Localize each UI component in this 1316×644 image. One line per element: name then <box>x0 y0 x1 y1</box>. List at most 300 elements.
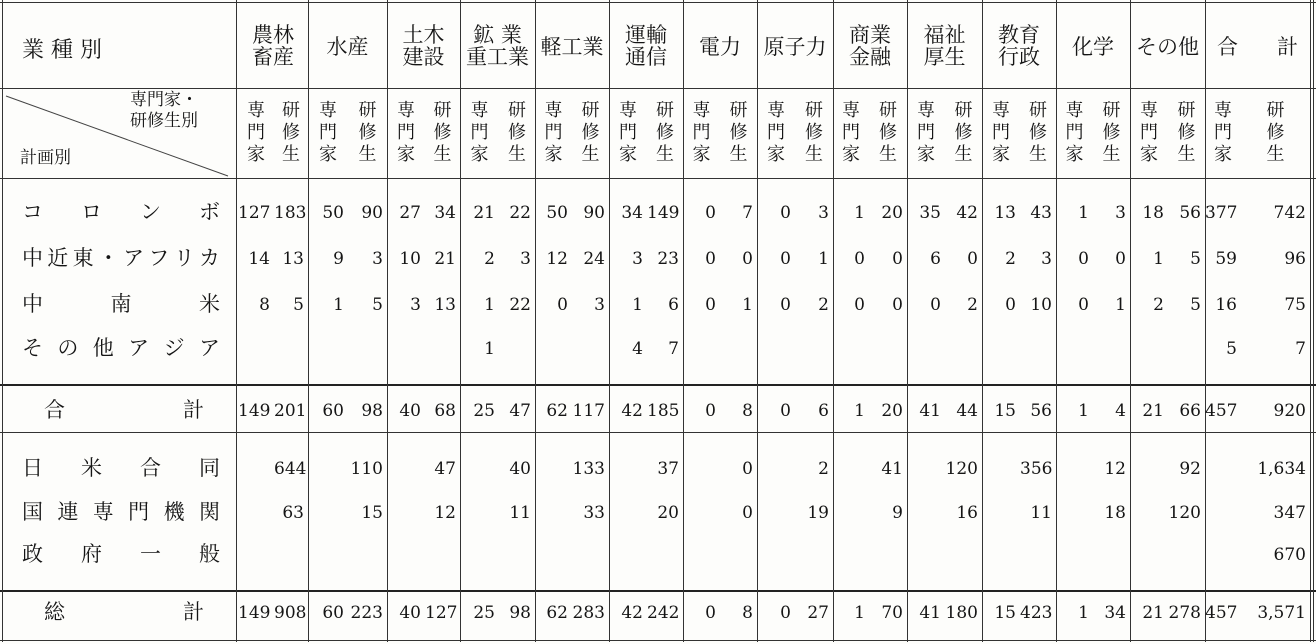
row-label-char: 合 <box>140 456 161 480</box>
table-cell: 47 <box>434 459 456 479</box>
right-edge-border <box>1313 0 1314 642</box>
row-label-char: 計 <box>183 600 204 624</box>
table-cell: 0 <box>967 249 978 269</box>
row-label-char: 南 <box>110 292 132 316</box>
table-cell: 7 <box>668 339 679 359</box>
table-cell: 34 <box>434 203 456 223</box>
left-edge-border <box>2 0 3 642</box>
table-cell: 127 <box>238 203 271 223</box>
table-cell: 27 <box>807 603 829 623</box>
row-label-char: ア <box>123 246 145 270</box>
category-header <box>1056 36 1130 58</box>
row-label <box>22 202 220 223</box>
row-label-char: カ <box>198 246 220 270</box>
table-cell: 96 <box>1284 249 1306 269</box>
row-border-line <box>0 590 1316 592</box>
table-cell: 0 <box>854 295 865 315</box>
category-header-line: 重工業 <box>466 45 529 69</box>
table-cell: 63 <box>282 503 304 523</box>
table-cell: 3 <box>1115 203 1126 223</box>
table-cell: 25 <box>473 401 495 421</box>
row-label <box>22 248 220 269</box>
category-header-line: 電力 <box>699 35 741 59</box>
table-cell: 7 <box>742 203 753 223</box>
subheader-expert: 専門家 <box>619 100 637 165</box>
table-cell: 6 <box>930 249 941 269</box>
row-label-char: 米 <box>81 456 102 480</box>
table-cell: 3 <box>372 249 383 269</box>
table-cell: 120 <box>1168 503 1201 523</box>
row-label-char: 門 <box>128 500 150 524</box>
table-cell: 0 <box>1078 295 1089 315</box>
subheader-trainee: 研修生 <box>805 100 823 165</box>
table-cell: 0 <box>780 249 791 269</box>
category-column-border <box>387 0 388 642</box>
category-header <box>1205 36 1310 58</box>
table-cell: 0 <box>705 295 716 315</box>
table-cell: 1 <box>854 203 865 223</box>
table-cell: 70 <box>881 603 903 623</box>
table-cell: 0 <box>705 249 716 269</box>
table-cell: 50 <box>322 203 344 223</box>
table-cell: 35 <box>919 203 941 223</box>
category-header <box>683 36 757 58</box>
table-cell: 423 <box>1020 603 1053 623</box>
table-cell: 6 <box>818 401 829 421</box>
subheader-expert: 専門家 <box>319 100 337 165</box>
table-cell: 42 <box>621 401 643 421</box>
row-border-line <box>0 88 1316 89</box>
row-label-char: 関 <box>198 500 220 524</box>
row-label <box>44 602 204 623</box>
row-label-char: 政 <box>22 542 43 566</box>
table-cell: 41 <box>919 603 941 623</box>
table-cell: 149 <box>238 401 271 421</box>
table-cell: 11 <box>1030 503 1052 523</box>
row-label-char: ボ <box>199 200 220 224</box>
category-column-border <box>1205 0 1206 642</box>
table-cell: 15 <box>994 401 1016 421</box>
table-cell: 180 <box>945 603 978 623</box>
table-cell: 21 <box>1142 603 1164 623</box>
category-header-line: 行政 <box>998 45 1040 69</box>
row-label-char: ・ <box>97 246 119 270</box>
subheader-trainee: 研修生 <box>581 100 600 165</box>
row-label <box>44 400 204 421</box>
category-header-line: 水産 <box>326 35 369 59</box>
table-cell: 21 <box>1142 401 1164 421</box>
row-label-char: 般 <box>199 542 220 566</box>
row-label-char: 専 <box>92 500 114 524</box>
subheader-expert: 専門家 <box>767 100 785 165</box>
row-label-char: 連 <box>57 500 79 524</box>
subheader-trainee: 研修生 <box>1102 100 1121 165</box>
header-corner-mid-1: 専門家・ <box>130 90 198 110</box>
subheader-trainee: 研修生 <box>954 100 973 165</box>
table-cell: 15 <box>994 603 1016 623</box>
subheader-trainee: 研修生 <box>282 100 300 165</box>
table-cell: 21 <box>473 203 495 223</box>
row-label-char: ロ <box>81 200 102 224</box>
row-label-char: ア <box>198 336 220 360</box>
category-header-line: 化学 <box>1072 35 1114 59</box>
table-cell: 2 <box>1005 249 1016 269</box>
table-cell: 2 <box>484 249 495 269</box>
table-cell: 3 <box>594 295 605 315</box>
table-cell: 92 <box>1179 459 1201 479</box>
subheader-expert: 専門家 <box>992 100 1010 165</box>
table-cell: 13 <box>282 249 304 269</box>
table-cell: 11 <box>509 503 531 523</box>
row-label-char: 機 <box>163 500 185 524</box>
table-cell: 43 <box>1030 203 1052 223</box>
table-cell: 149 <box>647 203 680 223</box>
row-label-char: 日 <box>22 456 43 480</box>
row-label-char: 近 <box>47 246 69 270</box>
table-cell: 4 <box>632 339 643 359</box>
row-label-char: 同 <box>199 456 220 480</box>
table-cell: 8 <box>259 295 270 315</box>
category-column-border <box>982 0 983 642</box>
table-cell: 1 <box>854 603 865 623</box>
row-label-char: 総 <box>44 600 65 624</box>
header-corner-mid-2: 研修生別 <box>130 111 198 131</box>
category-header-line: 合 <box>1217 35 1238 59</box>
table-cell: 56 <box>1030 401 1052 421</box>
subheader-expert: 専門家 <box>544 100 563 165</box>
table-cell: 6 <box>668 295 679 315</box>
table-cell: 40 <box>399 401 421 421</box>
row-label <box>22 458 220 479</box>
subheader-expert: 専門家 <box>1140 100 1158 165</box>
table-cell: 66 <box>1179 401 1201 421</box>
table-cell: 25 <box>473 603 495 623</box>
table-cell: 0 <box>557 295 568 315</box>
table-cell: 0 <box>930 295 941 315</box>
table-cell: 34 <box>1104 603 1126 623</box>
table-cell: 37 <box>657 459 679 479</box>
row-label-char: 一 <box>140 542 161 566</box>
category-column-border <box>833 0 834 642</box>
table-cell: 90 <box>361 203 383 223</box>
table-cell: 42 <box>621 603 643 623</box>
table-cell: 7 <box>1295 339 1306 359</box>
row-label-char: 米 <box>199 292 220 316</box>
table-cell: 1,634 <box>1257 459 1306 479</box>
table-cell: 4 <box>1115 401 1126 421</box>
table-cell: 3 <box>410 295 421 315</box>
table-cell: 5 <box>1226 339 1237 359</box>
category-column-border <box>308 0 309 642</box>
row-label <box>22 338 220 359</box>
row-label-char: 合 <box>44 398 65 422</box>
table-cell: 12 <box>546 249 568 269</box>
header-corner-top-text: 業 種 別 <box>22 38 102 63</box>
table-cell: 3,571 <box>1257 603 1306 623</box>
table-cell: 127 <box>425 603 458 623</box>
table-cell: 0 <box>1005 295 1016 315</box>
table-cell: 5 <box>1190 249 1201 269</box>
table-cell: 12 <box>1104 459 1126 479</box>
category-header-line: 建設 <box>402 45 445 69</box>
subheader-expert: 専門家 <box>470 100 489 165</box>
table-cell: 23 <box>657 249 679 269</box>
subheader-trainee: 研修生 <box>433 100 452 165</box>
row-label <box>22 544 220 565</box>
table-cell: 149 <box>238 603 271 623</box>
row-label-char: リ <box>173 246 195 270</box>
row-label <box>22 294 220 315</box>
table-cell: 3 <box>632 249 643 269</box>
table-cell: 10 <box>1030 295 1052 315</box>
table-cell: 22 <box>509 203 531 223</box>
category-header-line: 運輸 <box>625 23 667 47</box>
table-cell: 0 <box>742 503 753 523</box>
category-column-border <box>460 0 461 642</box>
category-column-border <box>535 0 536 642</box>
row-border-line <box>0 640 1316 641</box>
row-border-line <box>0 432 1316 433</box>
table-cell: 3 <box>520 249 531 269</box>
table-cell: 44 <box>956 401 978 421</box>
row-label-char: 東 <box>72 246 94 270</box>
subheader-expert: 専門家 <box>917 100 935 165</box>
table-cell: 62 <box>546 401 568 421</box>
table-cell: 20 <box>881 203 903 223</box>
table-cell: 24 <box>583 249 605 269</box>
table-cell: 377 <box>1205 203 1238 223</box>
table-cell: 40 <box>509 459 531 479</box>
table-cell: 5 <box>372 295 383 315</box>
table-cell: 201 <box>274 401 307 421</box>
table-cell: 183 <box>274 203 307 223</box>
table-cell: 0 <box>780 203 791 223</box>
table-cell: 18 <box>1142 203 1164 223</box>
row-label-char: 中 <box>22 246 43 270</box>
category-header <box>833 24 907 68</box>
category-header-line: 原子力 <box>763 35 827 59</box>
category-header-line: 教育 <box>998 23 1040 47</box>
category-column-border <box>1056 0 1057 642</box>
table-cell: 223 <box>350 603 383 623</box>
table-cell: 59 <box>1215 249 1237 269</box>
row-border-line <box>0 178 1316 179</box>
table-cell: 98 <box>509 603 531 623</box>
table-cell: 242 <box>647 603 680 623</box>
table-cell: 347 <box>1273 503 1306 523</box>
subheader-expert: 専門家 <box>692 100 711 165</box>
subheader-trainee: 研修生 <box>1177 100 1196 165</box>
subheader-trainee: 研修生 <box>1266 100 1285 165</box>
category-column-border <box>609 0 610 642</box>
row-border-line <box>0 384 1316 386</box>
category-column-border <box>1310 0 1311 642</box>
subheader-trainee: 研修生 <box>358 100 377 165</box>
subheader-expert: 専門家 <box>842 100 860 165</box>
category-header-line: 通信 <box>625 45 667 69</box>
table-cell: 0 <box>1078 249 1089 269</box>
table-cell: 120 <box>945 459 978 479</box>
category-column-border <box>1130 0 1131 642</box>
subheader-expert: 専門家 <box>247 100 265 165</box>
table-cell: 40 <box>399 603 421 623</box>
category-header <box>308 36 387 58</box>
category-header-line: 計 <box>1277 35 1298 59</box>
category-header-line: その他 <box>1136 35 1199 59</box>
header-corner-bottom: 計画別 <box>20 148 71 168</box>
table-cell: 2 <box>818 295 829 315</box>
table-cell: 278 <box>1168 603 1201 623</box>
table-cell: 1 <box>1153 249 1164 269</box>
table-cell: 3 <box>818 203 829 223</box>
table-cell: 20 <box>881 401 903 421</box>
table-cell: 90 <box>583 203 605 223</box>
table-cell: 908 <box>274 603 307 623</box>
row-label-char: の <box>57 336 79 360</box>
table-cell: 0 <box>705 401 716 421</box>
table-cell: 2 <box>818 459 829 479</box>
category-header-line: 鉱 業 <box>473 23 522 47</box>
table-cell: 5 <box>1190 295 1201 315</box>
table-cell: 1 <box>632 295 643 315</box>
table-cell: 0 <box>705 203 716 223</box>
table-cell: 110 <box>350 459 383 479</box>
row-label-char: ア <box>128 336 150 360</box>
subheader-expert: 専門家 <box>397 100 415 165</box>
table-cell: 27 <box>399 203 421 223</box>
table-cell: 1 <box>818 249 829 269</box>
category-header-line: 農林 <box>252 23 294 47</box>
table-cell: 133 <box>572 459 605 479</box>
table-cell: 14 <box>248 249 270 269</box>
category-column-border <box>907 0 908 642</box>
table-cell: 10 <box>399 249 421 269</box>
table-cell: 12 <box>434 503 456 523</box>
category-column-border <box>683 0 684 642</box>
row-label-char: フ <box>148 246 170 270</box>
table-cell: 68 <box>434 401 456 421</box>
table-cell: 9 <box>333 249 344 269</box>
table-cell: 0 <box>705 603 716 623</box>
category-header <box>609 24 683 68</box>
subheader-trainee: 研修生 <box>508 100 526 165</box>
table-cell: 15 <box>361 503 383 523</box>
table-cell: 0 <box>892 249 903 269</box>
row-label-char: 府 <box>81 542 102 566</box>
table-cell: 1 <box>854 401 865 421</box>
category-header-line: 軽工業 <box>540 35 604 59</box>
category-header <box>460 24 535 68</box>
subheader-expert: 専門家 <box>1065 100 1084 165</box>
table-cell: 920 <box>1273 401 1306 421</box>
category-header <box>1130 36 1205 58</box>
table-cell: 62 <box>546 603 568 623</box>
table-cell: 1 <box>1115 295 1126 315</box>
table-cell: 47 <box>509 401 531 421</box>
category-header <box>907 24 982 68</box>
category-header-line: 土木 <box>402 23 445 47</box>
table-cell: 0 <box>742 459 753 479</box>
table-cell: 1 <box>484 295 495 315</box>
category-header <box>982 24 1056 68</box>
category-header <box>387 24 460 68</box>
table-cell: 185 <box>647 401 680 421</box>
subheader-trainee: 研修生 <box>656 100 674 165</box>
row-label <box>22 502 220 523</box>
table-cell: 0 <box>780 295 791 315</box>
category-header <box>757 36 833 58</box>
table-cell: 42 <box>956 203 978 223</box>
category-header <box>238 24 308 68</box>
table-cell: 33 <box>583 503 605 523</box>
header-corner-top <box>22 40 206 62</box>
table-cell: 0 <box>892 295 903 315</box>
table-cell: 670 <box>1273 545 1306 565</box>
table-cell: 0 <box>780 401 791 421</box>
category-column-border <box>757 0 758 642</box>
category-header-line: 福祉 <box>923 23 966 47</box>
table-cell: 34 <box>621 203 643 223</box>
table-cell: 356 <box>1020 459 1053 479</box>
table-cell: 41 <box>919 401 941 421</box>
table-cell: 0 <box>780 603 791 623</box>
subheader-trainee: 研修生 <box>879 100 897 165</box>
row-label-char: ン <box>140 200 161 224</box>
table-cell: 9 <box>892 503 903 523</box>
label-column-border <box>236 0 237 642</box>
table-cell: 16 <box>1215 295 1237 315</box>
table-cell: 283 <box>572 603 605 623</box>
table-cell: 50 <box>546 203 568 223</box>
table-cell: 41 <box>881 459 903 479</box>
table-cell: 457 <box>1205 401 1238 421</box>
table-cell: 19 <box>807 503 829 523</box>
row-label-char: そ <box>22 336 43 360</box>
table-cell: 117 <box>572 401 605 421</box>
table-cell: 13 <box>434 295 456 315</box>
row-label-char: ジ <box>163 336 185 360</box>
table-cell: 1 <box>742 295 753 315</box>
table-cell: 98 <box>361 401 383 421</box>
row-label-char: 他 <box>92 336 114 360</box>
table-cell: 1 <box>1078 401 1089 421</box>
table-cell: 16 <box>956 503 978 523</box>
table-cell: 21 <box>434 249 456 269</box>
table-cell: 0 <box>1115 249 1126 269</box>
table-cell: 60 <box>322 603 344 623</box>
row-label-char: コ <box>22 200 43 224</box>
category-header-line: 商業 <box>849 23 891 47</box>
table-cell: 20 <box>657 503 679 523</box>
table-cell: 0 <box>742 249 753 269</box>
table-cell: 1 <box>484 339 495 359</box>
table-cell: 1 <box>333 295 344 315</box>
subheader-expert: 専門家 <box>1214 100 1232 165</box>
table-cell: 2 <box>1153 295 1164 315</box>
table-cell: 2 <box>967 295 978 315</box>
subheader-trainee: 研修生 <box>1029 100 1047 165</box>
table-cell: 1 <box>1078 203 1089 223</box>
table-cell: 5 <box>293 295 304 315</box>
table-cell: 13 <box>994 203 1016 223</box>
subheader-trainee: 研修生 <box>729 100 748 165</box>
table-cell: 22 <box>509 295 531 315</box>
table-cell: 56 <box>1179 203 1201 223</box>
table-cell: 644 <box>274 459 307 479</box>
category-header-line: 厚生 <box>923 45 966 69</box>
category-header-line: 畜産 <box>252 45 294 69</box>
table-cell: 742 <box>1273 203 1306 223</box>
